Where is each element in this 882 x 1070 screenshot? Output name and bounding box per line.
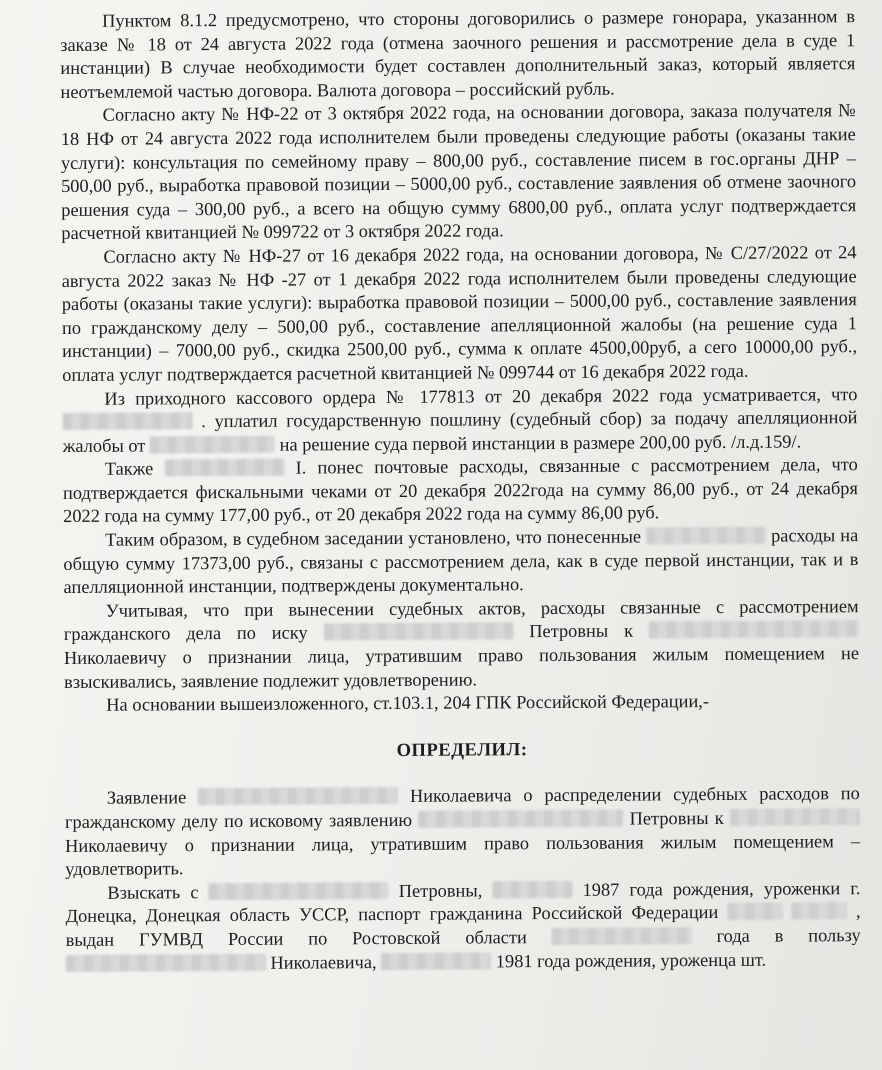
ruling-heading: ОПРЕДЕЛИЛ: [396,738,528,761]
facts-paragraph-2 [61,100,857,246]
facts-paragraph-4 [62,383,857,459]
paragraph-text: Петровны к [629,807,724,829]
paragraph-text: . уплатил государственную пошлину (судебный сбор) за подачу апелляционной жалобы от [62,407,858,456]
redacted-name [552,927,692,945]
facts-paragraph-7 [64,595,860,694]
paragraph-text: 1987 года рождения, уроженки г. Донецка, Донецкая область УССР, паспорт гражданина Российской Федерации [65,877,861,927]
redacted-name [792,903,847,920]
redacted-name [418,810,623,828]
redacted-name [381,952,491,970]
facts-paragraph-5 [63,453,858,529]
paragraph-text: года в пользу [716,925,861,946]
redacted-name [164,459,284,477]
paragraph-text: Заявление [106,787,187,809]
paragraph-text: , выдан ГУМВД России по Ростовской области [65,901,861,950]
paragraph-text: Взыскать с [107,881,199,903]
facts-paragraph-6 [63,524,858,600]
redacted-name [649,621,859,639]
facts-section [60,5,859,718]
redacted-name [150,435,275,453]
ruling-paragraph-2 [65,877,861,976]
paragraph-text: Также [104,458,154,480]
paragraph-text: Николаевича, [270,951,377,973]
paragraph-text: Согласно акту № НФ-22 от 3 октября 2022 года, на основании договора, заказа получателя № 18 НФ от 24 августа 2022 года исполнителем были проведены следующие работы (оказаны такие услуги): консультация по семейному праву – 800,00 руб., составление писем в гос.органы ДНР – 500,00 руб., выработка правовой позиции – 5000,00 руб., составление заявления об отмене заочного решения суда – 300,00 руб., а всего на общую сумму 6800,00 руб., оплата услуг подтверждается расчетной квитанцией № 099722 от 3 октября 2022 года. [60,100,857,244]
paragraph-text: на решение суда первой инстанции в размере 200,00 руб. /л.д.159/. [279,431,802,455]
redacted-name [727,903,782,920]
ruling-section [65,783,861,977]
redacted-name [66,953,266,971]
paragraph-text: Учитывая, что при вынесении судебных актов, расходы связанные с рассмотрением гражданского дела по иску [63,595,859,645]
facts-paragraph-1 [60,5,856,104]
redacted-name [492,881,572,898]
redacted-name [646,527,766,545]
redacted-name [198,787,398,805]
paragraph-text: Николаевичу о признании лица, утратившим право пользования жилым помещением – удовлетворить. [65,830,861,880]
paragraph-text: Пунктом 8.1.2 предусмотрено, что стороны договорились о размере гонорара, указанном в заказе № 18 от 24 августа 2022 года (отмена заочного решения и рассмотрение дела в суде 1 инстанции) В случае необходимости будет составлен дополнительный заказ, который является неотъемлемой частью договора. Валюта договора – российский рубль. [60,6,856,102]
document-text [60,5,861,976]
paragraph-text: I. понес почтовые расходы, связанные с рассмотрением дела, что подтверждается фискальными чеками от 20 декабря 2022года на сумму 86,00 руб., от 24 декабря 2022 года на сумму 177,00 руб., от 20 декабря 2022 года на сумму 86,00 руб. [62,454,858,527]
paragraph-text: Из приходного кассового ордера № 177813 от 20 декабря 2022 года усматривается, что [104,383,858,409]
redacted-name [323,623,513,641]
paragraph-text: На основании вышеизложенного, ст.103.1, 204 ГПК Российской Федерации,- [106,691,710,715]
paragraph-text: расходы на общую сумму 17373,00 руб., связаны с рассмотрением дела, как в суде первой инстанции, так и в апелляционной инстанции, подтверждены документально. [63,525,859,598]
paragraph-text: Николаевича о распределении судебных расходов по гражданскому делу по исковому заявлению [64,783,860,832]
paragraph-text: 1981 года рождения, уроженца шт. [495,949,767,971]
paragraph-text: Таким образом, в судебном заседании установлено, что понесенные [105,526,642,550]
paragraph-text: Николаевичу о признании лица, утратившим право пользования жилым помещением не взыскивались, заявление подлежит удовлетворению. [63,643,860,692]
paragraph-text: Петровны, [398,880,483,901]
redacted-name [730,808,860,826]
redacted-name [62,412,192,430]
facts-paragraph-3 [61,241,857,387]
paragraph-text: Петровны к [529,620,634,642]
ruling-paragraph-1 [65,783,861,882]
paragraph-text: Согласно акту № НФ-27 от 16 декабря 2022 года, на основании договора, № С/27/2022 от 24 августа 2022 заказ № НФ -27 от 1 декабря 2022 года исполнителем были проведены следующие работы (оказаны такие услуги): выработка правовой позиции – 5000,00 руб., составление заявления по гражданскому делу – 500,00 руб., составление апелляционной жалобы (на решение суда 1 инстанции) – 7000,00 руб., скидка 2500,00 руб., сумма к оплате 4500,00руб, а сего 10000,00 руб., оплата услуг подтверждается расчетной квитанцией № 099744 от 16 декабря 2022 года. [61,242,858,385]
redacted-name [209,882,389,900]
